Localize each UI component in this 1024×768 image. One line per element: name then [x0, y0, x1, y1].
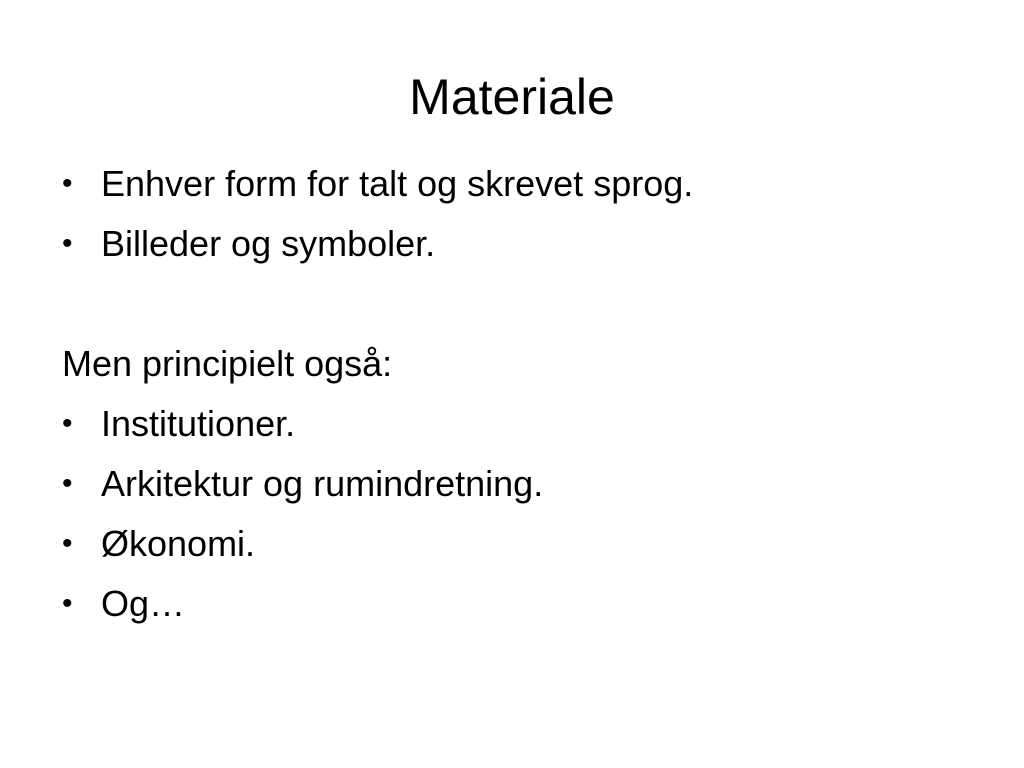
bullet-item: [62, 394, 962, 454]
bullet-icon: •: [62, 167, 73, 200]
bullet-item: [62, 514, 962, 574]
subheading-text: Men principielt også:: [62, 343, 393, 384]
slide-body: [62, 154, 962, 634]
bullet-icon: •: [62, 467, 73, 500]
bullet-item: [62, 574, 962, 634]
bullet-icon: •: [62, 527, 73, 560]
bullet-item: [62, 214, 962, 274]
bullet-text: Institutioner.: [101, 403, 296, 444]
bullet-item: [62, 154, 962, 214]
spacer: [62, 274, 962, 334]
bullet-text: Enhver form for talt og skrevet sprog.: [101, 163, 694, 204]
bullet-icon: •: [62, 407, 73, 440]
bullet-item: [62, 454, 962, 514]
subheading: [62, 334, 962, 394]
bullet-text: Økonomi.: [101, 523, 256, 564]
bullet-text: Billeder og symboler.: [101, 223, 436, 264]
bullet-icon: •: [62, 587, 73, 620]
bullet-text: Arkitektur og rumindretning.: [101, 463, 544, 504]
bullet-icon: •: [62, 227, 73, 260]
slide-title: Materiale: [409, 69, 615, 125]
bullet-text: Og…: [101, 583, 186, 624]
